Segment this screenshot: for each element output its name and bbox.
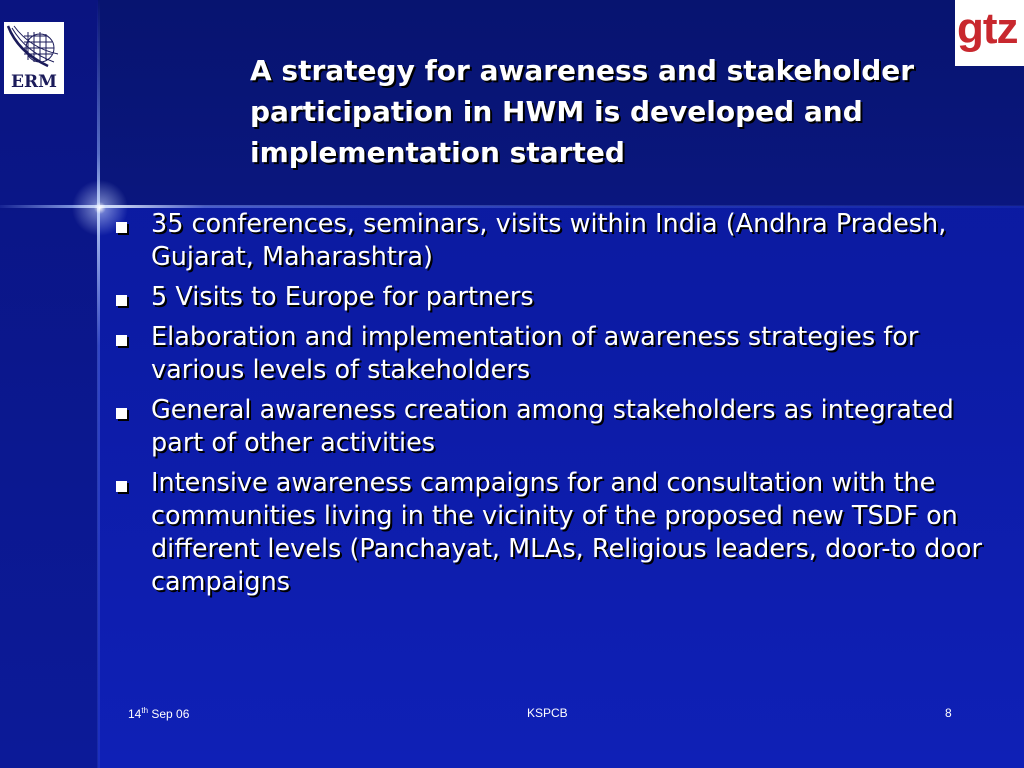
bullet-text: Elaboration and implementation of awareness strategies for various levels of stakeholders [151, 322, 919, 385]
bullet-item [116, 394, 986, 460]
bullet-text: 5 Visits to Europe for partners [151, 282, 534, 312]
square-bullet-icon [116, 222, 127, 233]
square-bullet-icon [116, 295, 127, 306]
square-bullet-icon [116, 481, 127, 492]
bullet-text: 35 conferences, seminars, visits within India (Andhra Pradesh, Gujarat, Maharashtra) [151, 209, 947, 272]
erm-logo-text: ERM [11, 72, 57, 92]
footer-date [128, 706, 189, 721]
gtz-logo-text: gtz [957, 4, 1018, 53]
bullet-text: Intensive awareness campaigns for and consultation with the communities living in the vicinity of the proposed new TSDF on different levels (Panchayat, MLAs, Religious leaders, door-to door campaigns [151, 468, 983, 597]
bullet-item [116, 208, 986, 274]
bullet-text: General awareness creation among stakeholders as integrated part of other activities [151, 395, 954, 458]
footer-date-day: 14 [128, 707, 142, 721]
erm-globe-icon [4, 22, 64, 72]
left-band [0, 0, 98, 768]
square-bullet-icon [116, 408, 127, 419]
footer-organization: KSPCB [527, 706, 568, 720]
bullet-item [116, 281, 986, 314]
erm-logo [4, 22, 64, 94]
square-bullet-icon [116, 335, 127, 346]
slide-title: A strategy for awareness and stakeholder participation in HWM is developed and implementation started [250, 54, 915, 169]
bullet-list [116, 208, 986, 606]
footer-date-suffix: th [141, 706, 149, 715]
bullet-item [116, 467, 986, 599]
footer-date-rest: Sep 06 [148, 707, 190, 721]
vertical-light-streak [97, 0, 100, 768]
bullet-item [116, 321, 986, 387]
page-number: 8 [945, 706, 952, 720]
